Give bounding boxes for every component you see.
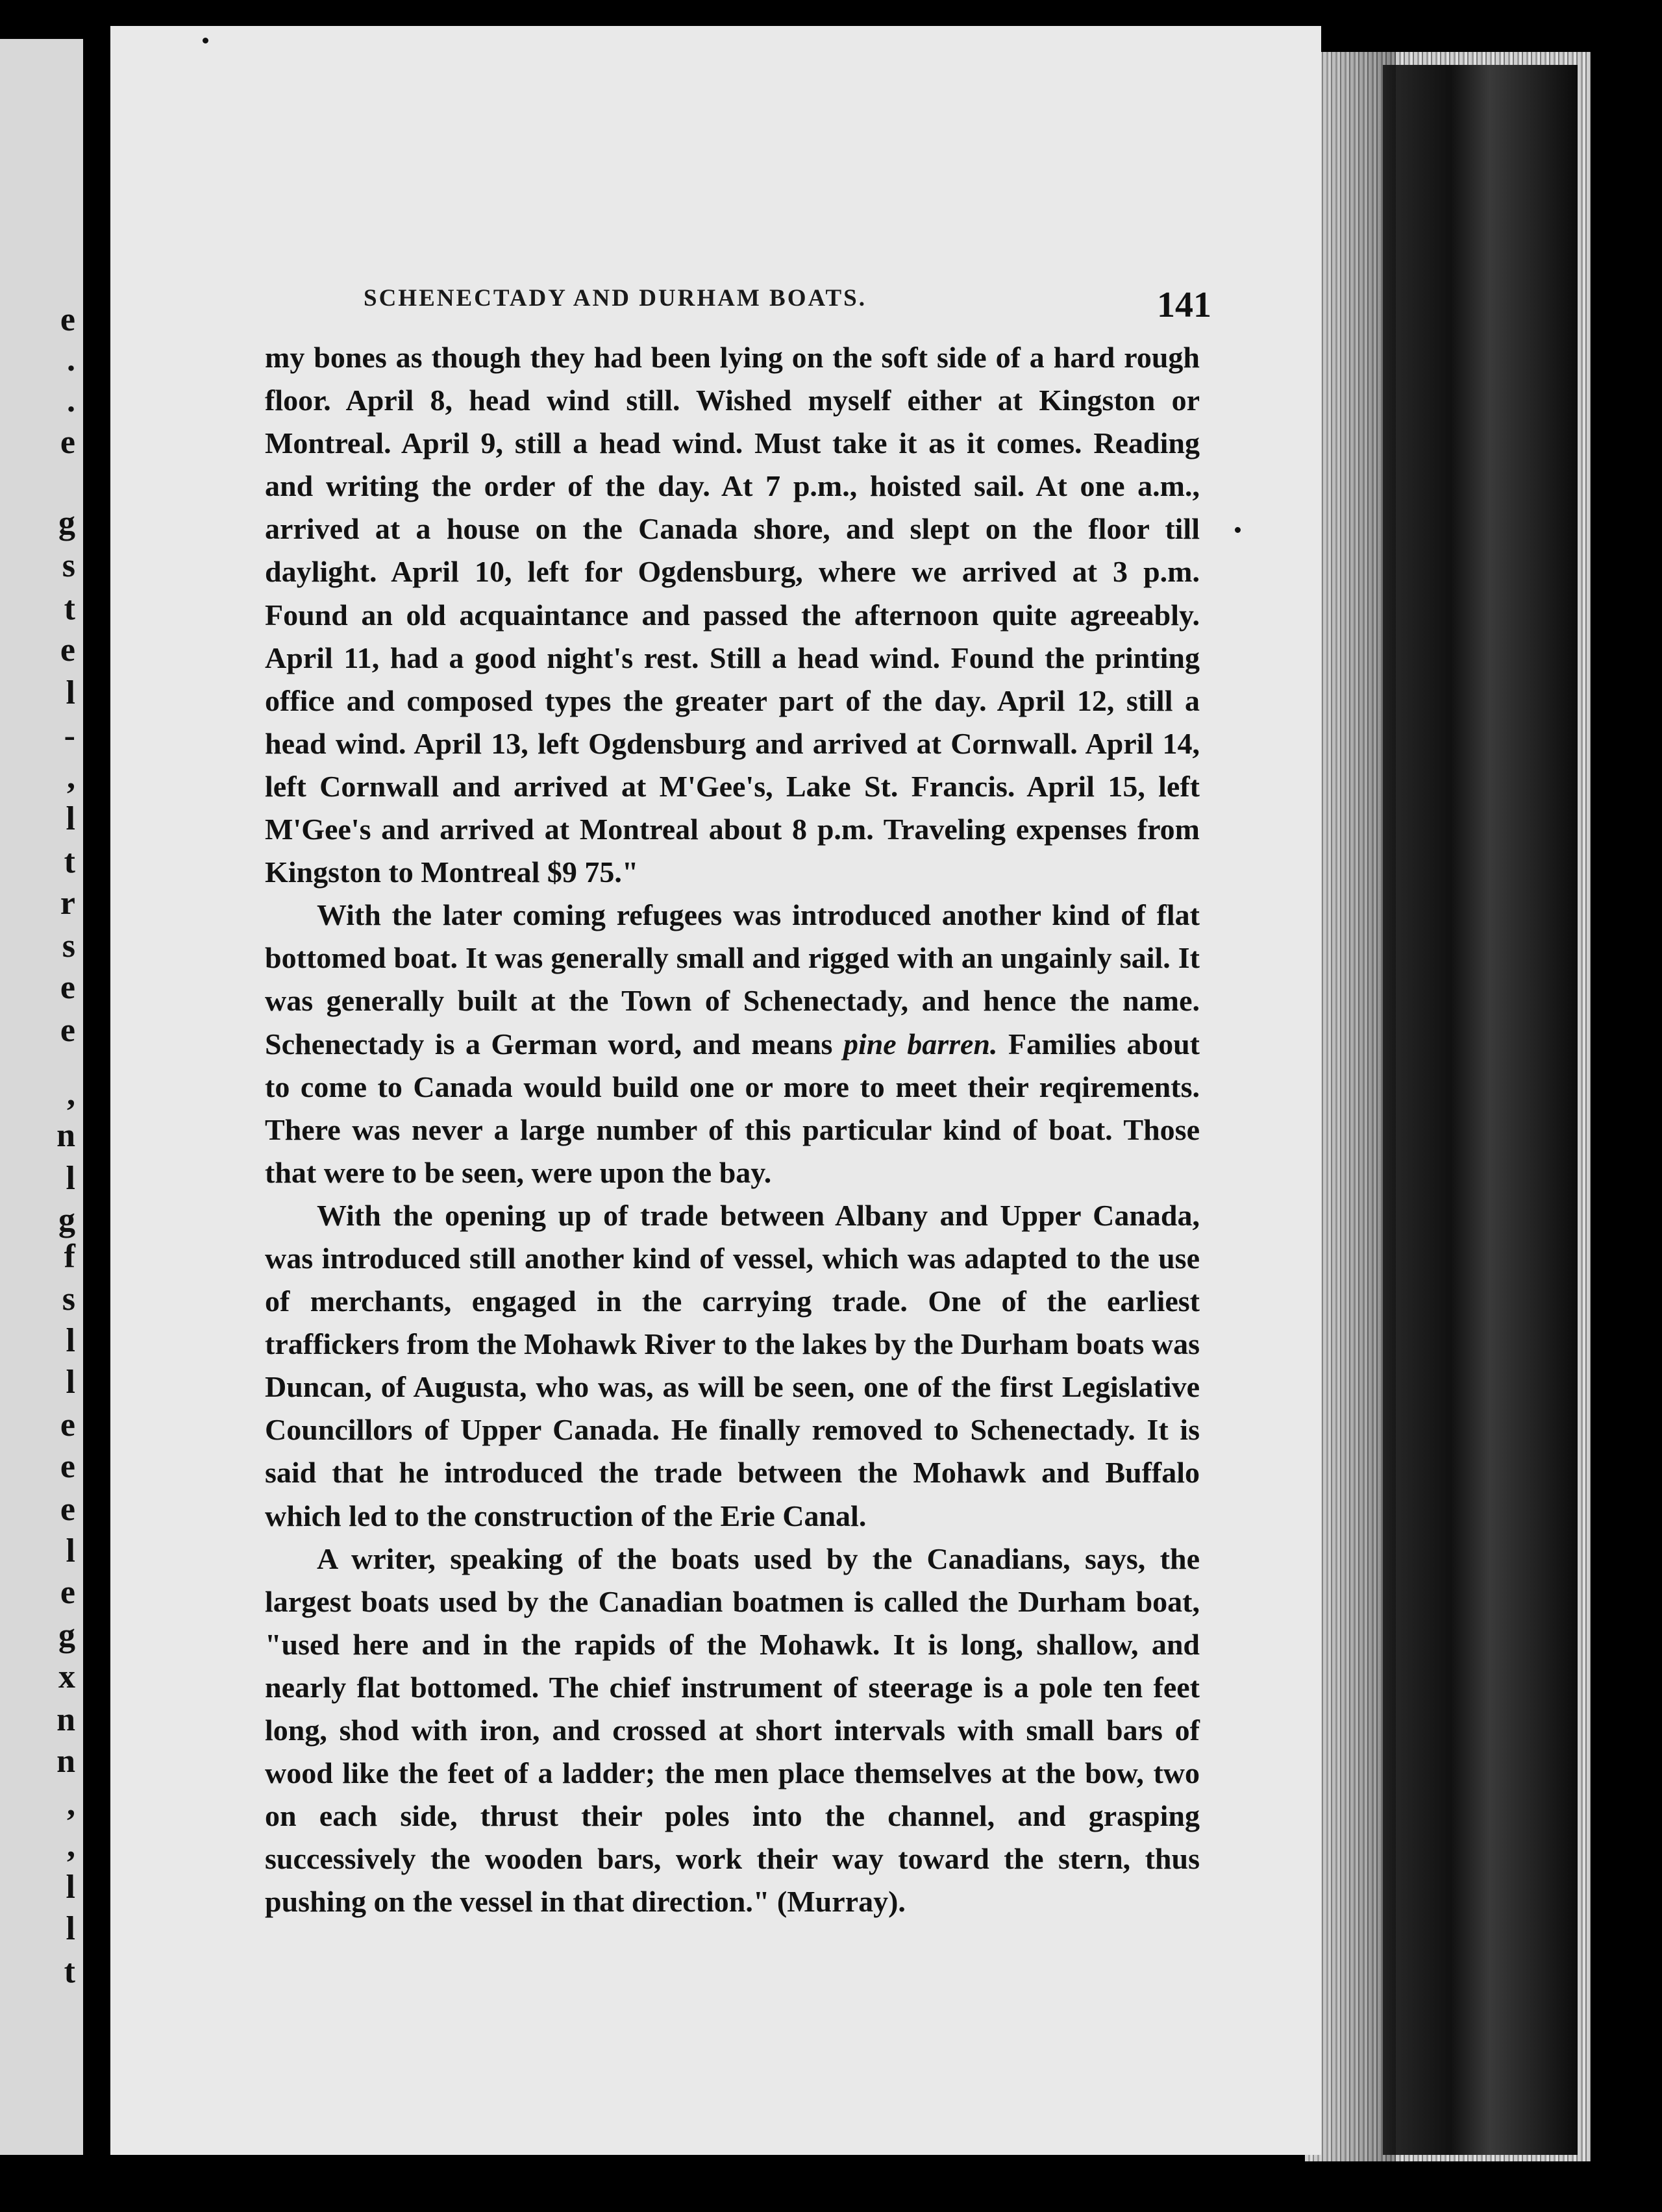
paragraph-schenectady-boats	[265, 894, 1200, 1194]
fragment: ,	[67, 1827, 75, 1864]
facing-page-fragments	[36, 39, 75, 2155]
page-edges-shadow	[1383, 65, 1578, 2155]
fragment: g	[58, 1201, 75, 1238]
fragment: .	[67, 341, 75, 378]
book-page	[110, 26, 1321, 2155]
book-gutter	[83, 0, 110, 2212]
fragment: e	[60, 1407, 75, 1444]
fragment: g	[58, 504, 75, 541]
fragment: s	[62, 1281, 75, 1318]
fragment: e	[60, 1574, 75, 1611]
fragment: l	[66, 1322, 75, 1359]
fragment: t	[64, 1953, 75, 1990]
ink-speck	[203, 38, 208, 43]
fragment: ,	[67, 1075, 75, 1112]
fragment: l	[66, 1532, 75, 1569]
paragraph-text: Families about to come to Canada would build one or more to meet their reqirements. There was never a large number of this particular kind of boat. Those that were to be seen, were upon the bay.	[265, 1027, 1200, 1189]
fragment: t	[64, 590, 75, 627]
paragraph-diary-continuation: my bones as though they had been lying on the soft side of a hard rough floor. April 8, head wind still. Wished myself either at Kingston or Montreal. April 9, still a head wind. Must take it as it comes. Reading and writing the order of the day. At 7 p.m., hoisted sail. At one a.m., arrived at a house on the Canada shore, and slept on the floor till daylight. April 10, left for Ogdensburg, where we arrived at 3 p.m. Found an old acquaintance and passed the afternoon quite agreeably. April 11, had a good night's rest. Still a head wind. Found the printing office and composed types the greater part of the day. April 12, still a head wind. April 13, left Ogdensburg and arrived at Cornwall. April 14, left Cornwall and arrived at M'Gee's, Lake St. Francis. April 15, left M'Gee's and arrived at Montreal about 8 p.m. Traveling expenses from Kingston to Montreal $9 75."	[265, 341, 1200, 889]
fragment: e	[60, 301, 75, 338]
fragment: -	[64, 717, 75, 754]
fragment: ,	[67, 759, 75, 796]
fragment: s	[62, 547, 75, 584]
fragment: e	[60, 424, 75, 461]
fragment: ,	[67, 1786, 75, 1823]
fragment: e	[60, 1491, 75, 1528]
paragraph-murray-quote: A writer, speaking of the boats used by the Canadians, says, the largest boats used by the Canadian boatmen is called the Durham boat, "used here and in the rapids of the Mohawk. It is long, shallow, and nearly flat bottomed. The chief instrument of steerage is a pole ten feet long, shod with iron, and crossed at short intervals with small bars of wood like the feet of a ladder; the men place themselves at the bow, two on each side, thrust their poles into the channel, and grasping successively the wooden bars, work their way toward the stern, thus pushing on the vessel in that direction." (Murray).	[265, 1542, 1200, 1919]
ink-speck	[1235, 527, 1241, 533]
italic-term: pine barren.	[843, 1027, 998, 1061]
fragment: l	[66, 1869, 75, 1906]
fragment: l	[66, 1160, 75, 1197]
fragment: n	[56, 1701, 75, 1738]
paragraph-durham-boats: With the opening up of trade between Albany and Upper Canada, was introduced still another kind of vessel, which was adapted to the use of merchants, engaged in the carrying trade. One of the earliest traffickers from the Mohawk River to the lakes by the Durham boats was Duncan, of Augusta, who was, as will be seen, one of the first Legislative Councillors of Upper Canada. He finally removed to Schenectady. It is said that he introduced the trade between the Mohawk and Buffalo which led to the construction of the Erie Canal.	[265, 1198, 1200, 1532]
fragment: s	[62, 928, 75, 965]
fragment: x	[58, 1658, 75, 1695]
fragment: .	[67, 382, 75, 419]
fragment: n	[56, 1743, 75, 1780]
paragraph-text: With the later coming refugees was introduced another kind of flat bottomed boat. It was generally small and rigged with an ungainly sail. It was generally built at the Town of Schenectady, and hence the name. Schenectady is a German word, and means	[265, 898, 1200, 1061]
page-number: 141	[1157, 285, 1211, 325]
fragment: l	[66, 800, 75, 837]
fragment: n	[56, 1117, 75, 1154]
fragment: r	[60, 885, 75, 922]
facing-page	[0, 39, 83, 2155]
fragment: l	[66, 1910, 75, 1947]
fragment: e	[60, 969, 75, 1006]
fragment: g	[58, 1617, 75, 1654]
fragment: l	[66, 674, 75, 711]
fragment: f	[64, 1238, 75, 1275]
fragment: t	[64, 843, 75, 880]
fragment: e	[60, 632, 75, 669]
running-header: SCHENECTADY AND DURHAM BOATS.	[364, 285, 867, 312]
fragment: e	[60, 1448, 75, 1485]
fragment: l	[66, 1364, 75, 1401]
page-body	[265, 336, 1200, 1923]
fragment: e	[60, 1012, 75, 1049]
